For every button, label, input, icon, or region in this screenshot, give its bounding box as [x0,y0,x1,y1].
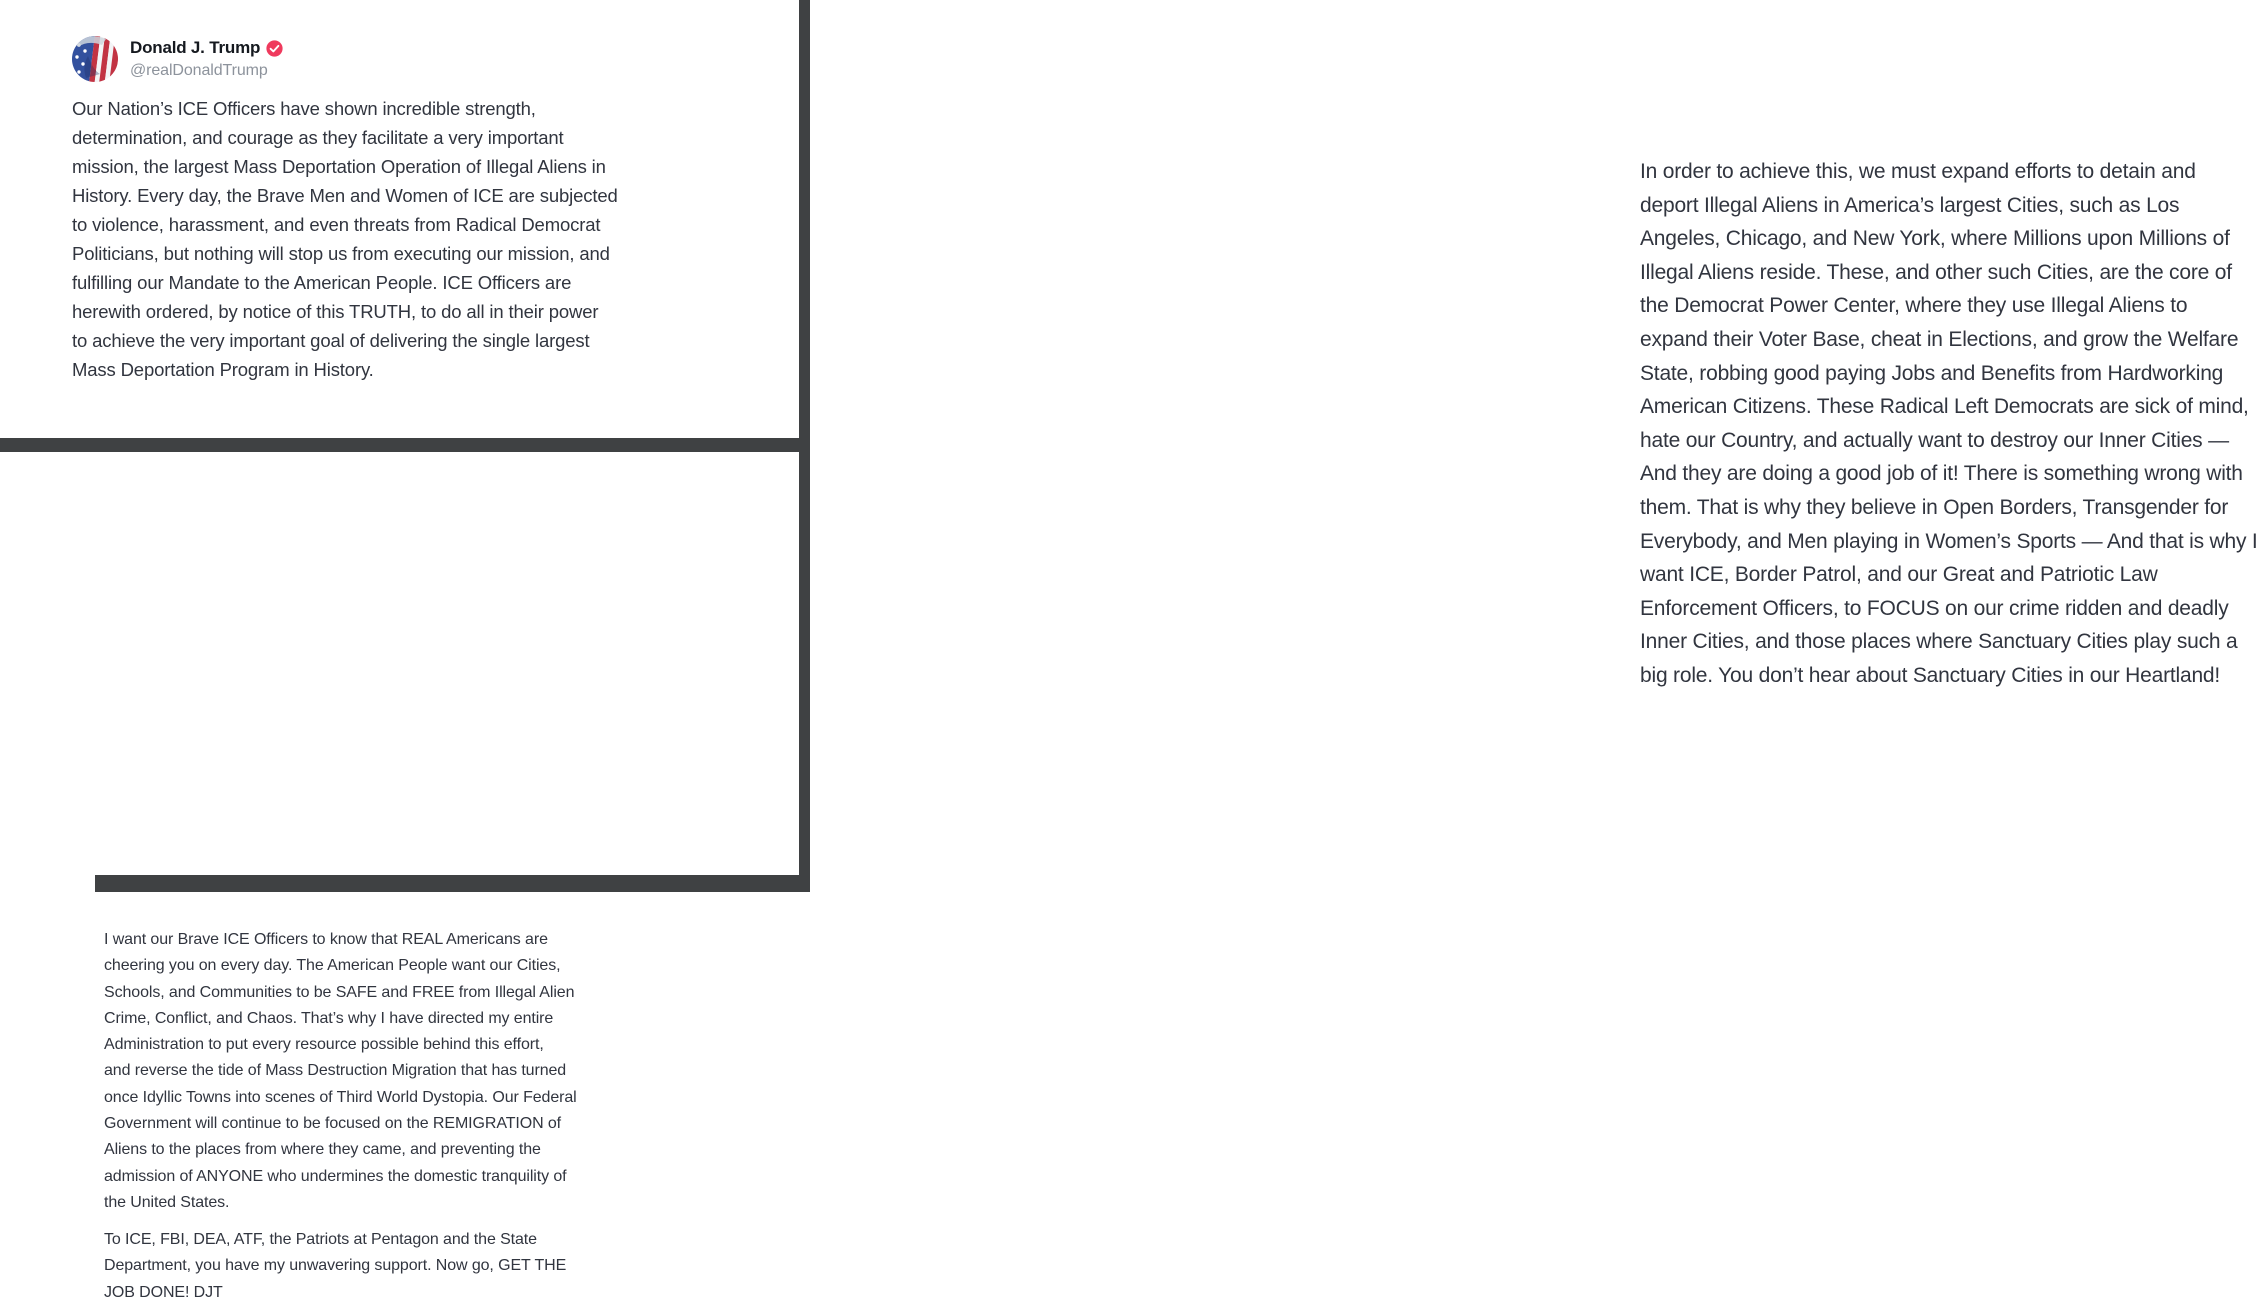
text-line: I want our Brave ICE Officers to know that REAL Americans are [104,931,548,948]
post-header [72,36,283,82]
text-line: cheering you on every day. The American People want our Cities, [104,957,561,975]
text-line: deport Illegal Aliens in America’s largest Cities, such as Los [1640,193,2180,217]
text-line: Crime, Conflict, and Chaos. That’s why I have directed my entire [104,1009,554,1027]
text-line: In order to achieve this, we must expand efforts to detain and [1640,160,2196,183]
text-line: To ICE, FBI, DEA, ATF, the Patriots at Pentagon and the State [104,1231,537,1248]
post-body-top-left [72,94,618,384]
text-line: mission, the largest Mass Deportation Operation of Illegal Aliens in [72,156,606,177]
panel-divider-horizontal [0,438,799,452]
text-line: admission of ANYONE who undermines the domestic tranquility of [104,1167,567,1185]
profile-avatar[interactable] [72,36,118,82]
text-line: Angeles, Chicago, and New York, where Millions upon Millions of [1640,227,2230,251]
text-line: Schools, and Communities to be SAFE and FREE from Illegal Alien [104,983,575,1001]
text-line: the United States. [104,1193,230,1211]
text-line: Inner Cities, and those places where Sanctuary Cities play such a [1640,630,2238,654]
panel-divider-vertical [799,0,810,892]
user-handle[interactable]: @realDonaldTrump [130,62,268,79]
text-line: Everybody, and Men playing in Women’s Sports — And that is why I [1640,529,2258,553]
post-panel-bottom-left [0,452,799,1301]
text-line: to achieve the very important goal of delivering the single largest [72,330,590,351]
verified-icon [266,40,283,57]
text-line: Department, you have my unwavering support. Now go, GET THE [104,1257,567,1275]
text-line: them. That is why they believe in Open Borders, Transgender for [1640,495,2229,519]
post-body-right [1640,155,2258,693]
post-body-bottom-left-paragraph-1 [104,927,577,1216]
text-line: once Idyllic Towns into scenes of Third World Dystopia. Our Federal [104,1088,577,1106]
display-name[interactable]: Donald J. Trump [130,38,261,57]
text-line: herewith ordered, by notice of this TRUTH, to do all in their power [72,301,599,322]
flag-portrait-image [72,36,118,82]
text-line: and reverse the tide of Mass Destruction Migration that has turned [104,1062,567,1080]
text-line: American Citizens. These Radical Left Democrats are sick of mind, [1640,395,2249,419]
text-line: big role. You don’t hear about Sanctuary Cities in our Heartland! [1640,663,2221,687]
text-line: Aliens to the places from where they came, and preventing the [104,1141,541,1159]
text-line: the Democrat Power Center, where they use Illegal Aliens to [1640,294,2188,318]
text-line: determination, and courage as they facilitate a very important [72,127,564,148]
text-line: Our Nation’s ICE Officers have shown incredible strength, [72,98,536,119]
text-line: expand their Voter Base, cheat in Elections, and grow the Welfare [1640,327,2239,351]
text-line: Enforcement Officers, to FOCUS on our crime ridden and deadly [1640,596,2229,620]
text-line: State, robbing good paying Jobs and Benefits from Hardworking [1640,361,2224,385]
text-line: Administration to put every resource possible behind this effort, [104,1036,544,1054]
text-line: want ICE, Border Patrol, and our Great and Patriotic Law [1640,563,2158,587]
text-line: Politicians, but nothing will stop us from executing our mission, and [72,243,610,264]
text-line: Illegal Aliens reside. These, and other such Cities, are the core of [1640,260,2232,284]
text-line: fulfilling our Mandate to the American People. ICE Officers are [72,272,572,293]
identity-block [130,36,283,80]
text-line: And they are doing a good job of it! There is something wrong with [1640,462,2243,486]
post-panel-right [810,0,2258,892]
text-line: hate our Country, and actually want to destroy our Inner Cities — [1640,428,2229,452]
text-line: Mass Deportation Program in History. [72,359,374,380]
panel-divider-bottom [95,875,799,892]
text-line: JOB DONE! DJT [104,1283,223,1301]
text-line: Government will continue to be focused on the REMIGRATION of [104,1115,562,1133]
text-line: History. Every day, the Brave Men and Women of ICE are subjected [72,185,618,206]
post-panel-top-left [0,0,799,438]
text-line: to violence, harassment, and even threats from Radical Democrat [72,214,601,235]
post-body-bottom-left-paragraph-2 [104,1227,566,1306]
